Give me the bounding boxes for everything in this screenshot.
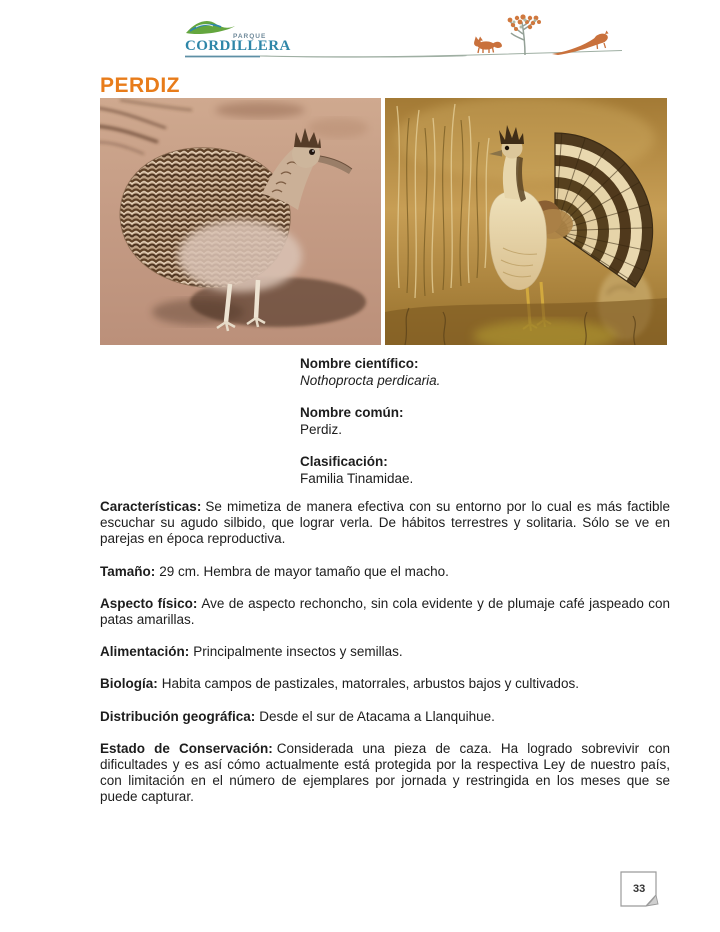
section-alimentacion bbox=[100, 644, 670, 660]
eye bbox=[505, 146, 509, 150]
taxonomy-label: Nombre común: bbox=[300, 405, 404, 420]
section-text: Habita campos de pastizales, matorrales, arbustos bajos y cultivados. bbox=[161, 676, 579, 692]
page-title: PERDIZ bbox=[100, 74, 181, 97]
leg bbox=[256, 280, 258, 318]
photo-row bbox=[100, 98, 667, 345]
section-label: Biología: bbox=[100, 676, 158, 692]
taxonomy-entry-common-name bbox=[300, 405, 440, 438]
eye bbox=[309, 149, 315, 155]
section-caracteristicas bbox=[100, 499, 670, 548]
photo-perdiz-walking bbox=[100, 98, 381, 345]
taxonomy-value: Perdiz. bbox=[300, 421, 343, 437]
logo-cordillera-text: CORDILLERA bbox=[185, 38, 291, 54]
logo-parque-text: PARQUE bbox=[233, 33, 267, 40]
section-label: Distribución geográfica: bbox=[100, 708, 256, 724]
tree-icon bbox=[508, 14, 541, 55]
taxonomy-value: Nothoprocta perdicaria. bbox=[300, 372, 441, 388]
mountain-icon bbox=[186, 21, 235, 34]
taxonomy-label: Nombre científico: bbox=[300, 356, 419, 371]
section-text: Desde el sur de Atacama a Llanquihue. bbox=[259, 708, 495, 724]
taxonomy-label: Clasificación: bbox=[300, 454, 388, 469]
taxonomy-block bbox=[300, 356, 440, 503]
section-text: Principalmente insectos y semillas. bbox=[193, 644, 403, 660]
taxonomy-entry-classification bbox=[300, 454, 440, 487]
page-number-tab bbox=[620, 871, 662, 911]
section-label: Aspecto físico: bbox=[100, 595, 198, 611]
section-biologia bbox=[100, 676, 670, 692]
section-label: Alimentación: bbox=[100, 644, 190, 660]
section-label: Tamaño: bbox=[100, 563, 156, 579]
section-label: Estado de Conservación: bbox=[100, 740, 273, 756]
fox-icon bbox=[475, 38, 502, 54]
section-text: Considerada una pieza de caza. Ha logrado sobrevivir con dificultades y es así cómo actualmente está protegida por la respectiva Ley de nuestro país, con limitación en el número de ejemplares por jornada y restringida en los meses que se puede capturar. bbox=[100, 740, 670, 805]
section-text: Se mimetiza de manera efectiva con su entorno por lo cual es más factible escuchar su agudo silbido, que lograr verla. De hábitos terrestres y solitaria. Sólo se ve en parejas en época reproductiva. bbox=[100, 499, 670, 547]
section-aspecto-fisico bbox=[100, 596, 670, 628]
taxonomy-entry-scientific-name bbox=[300, 356, 440, 389]
sections-block bbox=[100, 499, 670, 822]
section-tamano bbox=[100, 564, 670, 580]
section-text: 29 cm. Hembra de mayor tamaño que el macho. bbox=[159, 563, 449, 579]
section-distribucion-geografica bbox=[100, 709, 670, 725]
photo-perdiz-wings bbox=[385, 98, 667, 345]
taxonomy-value: Familia Tinamidae. bbox=[300, 470, 414, 486]
section-label: Características: bbox=[100, 499, 202, 514]
page-number: 33 bbox=[633, 883, 646, 895]
section-estado-conservacion bbox=[100, 741, 670, 806]
section-text: Ave de aspecto rechoncho, sin cola evidente y de plumaje café jaspeado con patas amarillas. bbox=[100, 595, 670, 628]
